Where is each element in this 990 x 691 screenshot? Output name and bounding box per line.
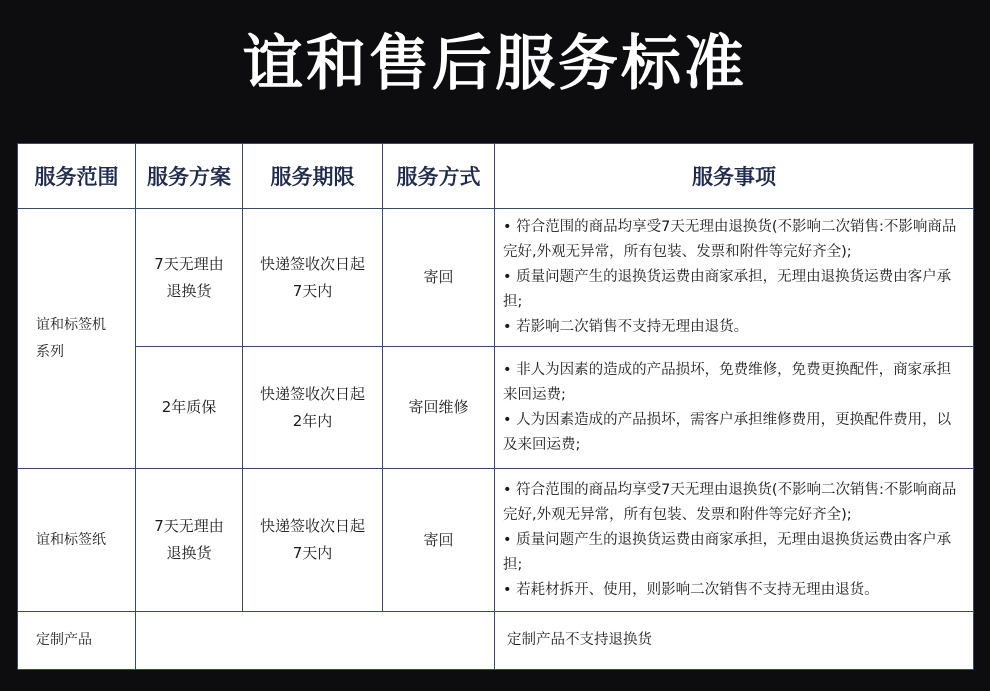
period-cell: [243, 469, 383, 612]
plan-line: 7天无理由: [154, 254, 224, 273]
period-line: 快递签收次日起: [259, 384, 365, 403]
table-header-row: [18, 144, 974, 209]
note-item: • 非人为因素的造成的产品损坏，免费维修，免费更换配件，商家承担来回运费;: [503, 361, 952, 403]
scope-cell: 谊和标签纸: [18, 469, 136, 612]
period-cell: [243, 209, 383, 347]
header-notes: 服务事项: [495, 144, 974, 209]
table-row: [18, 347, 974, 469]
scope-cell: 定制产品: [18, 612, 136, 670]
period-line: 2年内: [292, 411, 333, 430]
empty-merged-cell: [136, 612, 495, 670]
table-row: [18, 209, 974, 347]
scope-line: 系列: [36, 343, 64, 360]
period-line: 7天内: [292, 281, 333, 300]
period-line: 快递签收次日起: [259, 517, 365, 535]
period-line: 快递签收次日起: [259, 254, 365, 273]
scope-cell: [18, 209, 136, 469]
table-row: [18, 612, 974, 670]
note-item: • 人为因素造成的产品损坏，需客户承担维修费用，更换配件费用，以及来回运费;: [503, 411, 952, 453]
header-period: 服务期限: [243, 144, 383, 209]
method-cell: 寄回: [383, 209, 495, 347]
header-scope: 服务范围: [18, 144, 136, 209]
header-method: 服务方式: [383, 144, 495, 209]
plan-line: 退换货: [166, 544, 212, 562]
plan-cell: [136, 209, 243, 347]
plan-line: 退换货: [166, 281, 212, 300]
note-item: • 质量问题产生的退换货运费由商家承担，无理由退换货运费由客户承担;: [503, 269, 952, 310]
plan-cell: [136, 469, 243, 612]
table-row: [18, 469, 974, 612]
method-cell: 寄回维修: [383, 347, 495, 469]
note-item: • 符合范围的商品均享受7天无理由退换货(不影响二次销售:不影响商品完好,外观无异常，所有包装、发票和附件等完好齐全);: [503, 219, 957, 260]
note-item: • 若影响二次销售不支持无理由退货。: [503, 319, 749, 335]
method-cell: 寄回: [383, 469, 495, 612]
header-plan: 服务方案: [136, 144, 243, 209]
page-title: 谊和售后服务标准: [243, 29, 747, 99]
plan-cell: 2年质保: [136, 347, 243, 469]
plan-line: 7天无理由: [154, 517, 224, 535]
note-item: • 若耗材拆开、使用，则影响二次销售不支持无理由退货。: [503, 581, 879, 598]
notes-cell: [495, 209, 974, 347]
period-cell: [243, 347, 383, 469]
note-item: • 符合范围的商品均享受7天无理由退换货(不影响二次销售:不影响商品完好,外观无异常，所有包装、发票和附件等完好齐全);: [503, 481, 957, 523]
period-line: 7天内: [292, 544, 333, 562]
notes-cell: 定制产品不支持退换货: [495, 612, 974, 670]
notes-cell: [495, 469, 974, 612]
note-item: • 质量问题产生的退换货运费由商家承担，无理由退换货运费由客户承担;: [503, 531, 952, 573]
notes-cell: [495, 347, 974, 469]
scope-line: 谊和标签机: [36, 316, 106, 333]
service-standard-table: [17, 143, 974, 670]
